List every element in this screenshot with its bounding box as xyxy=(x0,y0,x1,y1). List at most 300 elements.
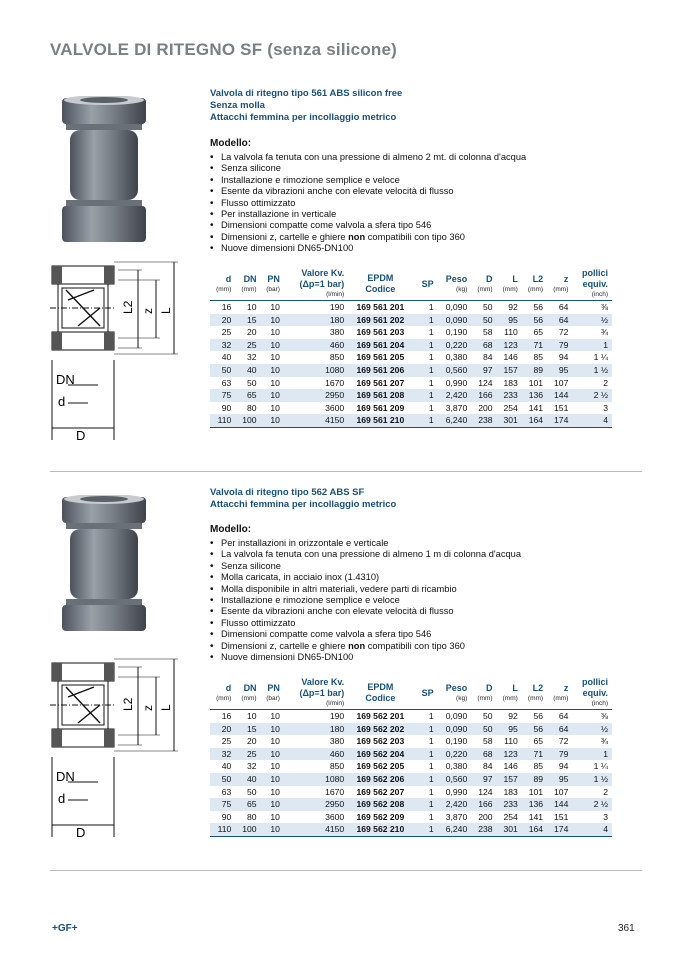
feature-item: • Esente da vibrazioni anche con elevate velocità di flusso xyxy=(210,186,526,197)
table-cell: 169 562 204 xyxy=(348,748,416,761)
table-cell: 68 xyxy=(471,748,496,761)
table-cell: 169 562 207 xyxy=(356,786,405,797)
table-cell: 238 xyxy=(471,823,496,836)
section-heading: Valvola di ritegno tipo 562 ABS SF Attacchi femmina per incollaggio metrico xyxy=(210,487,397,510)
table-cell: 2 ½ xyxy=(572,798,612,811)
table-row xyxy=(210,798,612,811)
feature-item: • Dimensioni z, cartelle e ghiere non compatibili con tipo 360 xyxy=(210,641,521,652)
table-cell: 0,220 xyxy=(438,748,472,761)
table-cell: 58 xyxy=(482,736,493,747)
table-cell: 0,990 xyxy=(445,786,468,797)
table-cell: 1 ¼ xyxy=(593,761,608,772)
table-cell: 169 561 210 xyxy=(348,414,416,427)
table-cell: 32 xyxy=(247,761,257,772)
feature-item: • Per installazioni in orizzontale e verticale xyxy=(210,538,521,549)
table-cell: 50 xyxy=(471,723,496,736)
table-cell: 63 xyxy=(221,377,232,388)
table-cell: 4 xyxy=(572,823,612,836)
table-cell: 169 561 206 xyxy=(348,364,416,377)
table-cell: 301 xyxy=(497,414,522,427)
table-cell: 79 xyxy=(547,748,572,761)
table-cell: 460 xyxy=(284,339,348,352)
dim-label-d: d xyxy=(58,394,66,409)
col-d: d (mm) xyxy=(216,682,232,702)
table-row xyxy=(210,823,612,836)
table-cell: 50 xyxy=(210,364,235,377)
table-cell: 1 xyxy=(428,377,434,388)
table-cell: 850 xyxy=(329,761,345,772)
table-cell: 80 xyxy=(247,811,257,822)
table-cell: 50 xyxy=(247,377,257,388)
col-sp: SP xyxy=(421,687,434,698)
table-row xyxy=(210,351,612,364)
table-cell: 25 xyxy=(221,327,232,338)
table-cell: 101 xyxy=(528,786,544,797)
table-cell: 166 xyxy=(471,798,496,811)
table-cell: 20 xyxy=(247,736,257,747)
table-row xyxy=(210,377,612,390)
table-cell: 183 xyxy=(503,786,518,797)
table-cell: 2950 xyxy=(284,798,348,811)
table-cell: 85 xyxy=(533,761,544,772)
table-cell: 6,240 xyxy=(438,414,472,427)
col-peso: Peso (kg) xyxy=(445,273,468,293)
table-cell: 10 xyxy=(270,402,280,413)
table-cell: 71 xyxy=(522,339,547,352)
table-cell: 174 xyxy=(547,414,572,427)
table-cell: 1 xyxy=(417,773,438,786)
table-cell: 183 xyxy=(503,377,518,388)
table-cell: 110 xyxy=(210,823,235,836)
table-cell: 1670 xyxy=(325,786,345,797)
section-divider xyxy=(50,870,642,871)
page-title: VALVOLE DI RITEGNO SF (senza silicone) xyxy=(50,40,398,59)
col-d: d (mm) xyxy=(216,273,232,293)
table-row xyxy=(210,402,612,415)
table-cell: ⅜ xyxy=(572,301,612,314)
feature-item: • Installazione e rimozione semplice e veloce xyxy=(210,595,521,606)
table-cell: 72 xyxy=(558,327,569,338)
table-cell: 90 xyxy=(221,402,232,413)
table-cell: 0,380 xyxy=(445,352,468,363)
table-row xyxy=(210,314,612,327)
table-cell: 50 xyxy=(471,301,496,314)
page-number: 361 xyxy=(618,923,635,934)
table-cell: 1 xyxy=(428,327,434,338)
table-cell: 1670 xyxy=(325,377,345,388)
table-cell: 110 xyxy=(504,736,518,747)
table-cell: 94 xyxy=(558,352,569,363)
table-cell: 10 xyxy=(270,786,280,797)
table-cell: 10 xyxy=(270,761,280,772)
table-cell: 1 xyxy=(417,339,438,352)
table-cell: 146 xyxy=(503,761,518,772)
col-D: D (mm) xyxy=(477,682,493,702)
table-cell: 124 xyxy=(478,377,493,388)
table-cell: 20 xyxy=(210,723,235,736)
table-cell: 1 xyxy=(417,364,438,377)
table-cell: 100 xyxy=(235,414,260,427)
table-cell: 190 xyxy=(284,301,348,314)
table-cell: 169 561 208 xyxy=(348,389,416,402)
table-cell: 0,380 xyxy=(445,761,468,772)
feature-item: • Senza silicone xyxy=(210,561,521,572)
table-cell: 3 xyxy=(603,811,608,822)
table-cell: 65 xyxy=(533,736,544,747)
table-cell: 40 xyxy=(221,352,232,363)
table-cell: 136 xyxy=(522,798,547,811)
table-cell: 164 xyxy=(522,414,547,427)
table-cell: 141 xyxy=(528,811,544,822)
table-cell: 10 xyxy=(261,364,284,377)
table-cell: 56 xyxy=(522,301,547,314)
table-cell: 460 xyxy=(284,748,348,761)
table-cell: 169 562 203 xyxy=(356,736,405,747)
table-cell: 64 xyxy=(547,723,572,736)
feature-item: • Nuove dimensioni DN65-DN100 xyxy=(210,243,526,254)
table-cell: 380 xyxy=(329,736,345,747)
table-cell: 10 xyxy=(270,352,280,363)
table-cell: 4150 xyxy=(284,414,348,427)
table-cell: 144 xyxy=(547,798,572,811)
table-cell: 40 xyxy=(235,364,260,377)
table-cell: 79 xyxy=(547,339,572,352)
table-cell: 3,870 xyxy=(445,402,468,413)
table-cell: 190 xyxy=(284,710,348,723)
table-row xyxy=(210,786,612,799)
col-pollici: pollici equiv. (inch) xyxy=(581,677,608,707)
table-cell: 10 xyxy=(270,736,280,747)
feature-item: • Flusso ottimizzato xyxy=(210,618,521,629)
table-cell: 6,240 xyxy=(438,823,472,836)
table-cell: 63 xyxy=(221,786,232,797)
feature-item: • Senza silicone xyxy=(210,163,526,174)
feature-item: • Dimensioni compatte come valvola a sfera tipo 546 xyxy=(210,629,521,640)
col-L2: L2 (mm) xyxy=(527,273,544,293)
dim-label-l2: L2 xyxy=(121,697,135,711)
col-epdm: EPDM Codice xyxy=(365,682,396,703)
table-cell: 3600 xyxy=(325,811,345,822)
table-cell: 0,560 xyxy=(438,773,472,786)
model-title: Modello: xyxy=(210,524,252,535)
valve-dimension-drawing xyxy=(48,657,188,847)
table-cell: 101 xyxy=(528,377,544,388)
table-cell: 2950 xyxy=(284,389,348,402)
table-cell: 0,090 xyxy=(438,301,472,314)
table-cell: 16 xyxy=(210,301,235,314)
table-cell: 4 xyxy=(572,414,612,427)
table-cell: 1 xyxy=(428,811,434,822)
dim-label-l: L xyxy=(159,704,173,711)
feature-item: • Dimensioni compatte come valvola a sfera tipo 546 xyxy=(210,220,526,231)
table-cell: 169 561 201 xyxy=(348,301,416,314)
col-z: z (mm) xyxy=(553,273,569,293)
table-cell: 169 561 207 xyxy=(356,377,405,388)
feature-item: • Molla caricata, in acciaio inox (1.4310) xyxy=(210,572,521,583)
table-cell: 0,190 xyxy=(445,736,468,747)
col-kv: Valore Kv. (Δp=1 bar) (l/min) xyxy=(299,268,345,298)
table-cell: 10 xyxy=(261,823,284,836)
col-epdm: EPDM Codice xyxy=(365,273,396,294)
table-cell: 124 xyxy=(478,786,493,797)
table-cell: 1 xyxy=(428,352,434,363)
table-cell: 0,090 xyxy=(438,314,472,327)
table-cell: 141 xyxy=(528,402,544,413)
table-cell: 80 xyxy=(247,402,257,413)
table-cell: 2 xyxy=(603,377,608,388)
table-row xyxy=(210,748,612,761)
table-cell: 238 xyxy=(471,414,496,427)
table-cell: 65 xyxy=(235,798,260,811)
table-row xyxy=(210,811,612,824)
dim-label-dn: DN xyxy=(56,769,75,784)
col-dn: DN (mm) xyxy=(241,273,257,293)
table-cell: 1 xyxy=(417,389,438,402)
table-cell: 68 xyxy=(471,339,496,352)
table-cell: ½ xyxy=(572,314,612,327)
table-cell: 32 xyxy=(210,748,235,761)
table-cell: 64 xyxy=(547,710,572,723)
table-row xyxy=(210,301,612,314)
table-cell: 92 xyxy=(497,301,522,314)
table-cell: 1 xyxy=(417,823,438,836)
table-cell: 25 xyxy=(235,339,260,352)
table-cell: 0,190 xyxy=(445,327,468,338)
table-cell: 169 562 205 xyxy=(356,761,405,772)
model-title: Modello: xyxy=(210,138,252,149)
table-cell: 50 xyxy=(471,314,496,327)
feature-list xyxy=(210,152,526,255)
table-cell: 1080 xyxy=(284,773,348,786)
table-cell: 64 xyxy=(547,314,572,327)
table-cell: 1 xyxy=(428,736,434,747)
table-cell: 10 xyxy=(270,811,280,822)
table-cell: 169 561 209 xyxy=(356,402,405,413)
table-cell: 50 xyxy=(210,773,235,786)
table-cell: 84 xyxy=(482,761,493,772)
table-cell: ⅜ xyxy=(572,710,612,723)
table-cell: 4150 xyxy=(284,823,348,836)
col-kv: Valore Kv. (Δp=1 bar) (l/min) xyxy=(299,677,345,707)
table-cell: 3 xyxy=(603,402,608,413)
table-cell: 107 xyxy=(554,377,569,388)
table-cell: 10 xyxy=(261,748,284,761)
table-cell: 97 xyxy=(471,773,496,786)
table-cell: 2 ½ xyxy=(572,389,612,402)
table-cell: 92 xyxy=(497,710,522,723)
dim-label-D: D xyxy=(76,428,86,443)
table-cell: 1 xyxy=(417,314,438,327)
table-cell: 56 xyxy=(522,710,547,723)
table-cell: 380 xyxy=(329,327,345,338)
table-row xyxy=(210,414,612,427)
table-cell: 110 xyxy=(210,414,235,427)
table-cell: 90 xyxy=(221,811,232,822)
dim-label-z: z xyxy=(141,705,155,711)
table-cell: 65 xyxy=(235,389,260,402)
table-cell: 2 xyxy=(603,786,608,797)
col-dn: DN (mm) xyxy=(241,682,257,702)
table-cell: 2,420 xyxy=(438,798,472,811)
table-cell: 10 xyxy=(261,710,284,723)
table-cell: 10 xyxy=(261,301,284,314)
table-cell: 40 xyxy=(221,761,232,772)
table-cell: 254 xyxy=(503,402,518,413)
table-cell: 89 xyxy=(522,773,547,786)
table-cell: 71 xyxy=(522,748,547,761)
table-cell: 50 xyxy=(247,786,257,797)
table-cell: 157 xyxy=(497,364,522,377)
col-pn: PN (bar) xyxy=(266,273,280,293)
table-cell: 56 xyxy=(522,314,547,327)
table-cell: 10 xyxy=(261,723,284,736)
table-cell: 169 562 210 xyxy=(348,823,416,836)
table-cell: 151 xyxy=(554,402,569,413)
table-cell: 72 xyxy=(558,736,569,747)
table-cell: 1 xyxy=(428,402,434,413)
table-cell: 50 xyxy=(471,710,496,723)
table-cell: 58 xyxy=(482,327,493,338)
table-cell: 169 562 206 xyxy=(348,773,416,786)
table-header-row xyxy=(210,677,612,710)
table-cell: 10 xyxy=(261,314,284,327)
table-cell: 10 xyxy=(235,710,260,723)
valve-photo xyxy=(58,495,150,645)
table-cell: 0,560 xyxy=(438,364,472,377)
feature-item: • Per installazione in verticale xyxy=(210,209,526,220)
table-cell: 0,090 xyxy=(438,710,472,723)
table-cell: 95 xyxy=(547,364,572,377)
table-cell: 157 xyxy=(497,773,522,786)
table-cell: 254 xyxy=(503,811,518,822)
table-cell: 75 xyxy=(210,389,235,402)
table-cell: 1 xyxy=(417,723,438,736)
table-cell: 95 xyxy=(497,314,522,327)
col-L2: L2 (mm) xyxy=(527,682,544,702)
table-cell: 1 xyxy=(572,339,612,352)
table-cell: 169 562 209 xyxy=(356,811,405,822)
table-cell: 85 xyxy=(533,352,544,363)
table-cell: 169 561 205 xyxy=(356,352,405,363)
valve-photo xyxy=(58,96,150,246)
col-L: L (mm) xyxy=(502,682,518,702)
spec-table xyxy=(210,268,612,428)
table-cell: 32 xyxy=(210,339,235,352)
table-cell: 174 xyxy=(547,823,572,836)
table-cell: 151 xyxy=(554,811,569,822)
table-cell: 0,990 xyxy=(445,377,468,388)
table-cell: 1 ¼ xyxy=(593,352,608,363)
table-cell: ¾ xyxy=(600,327,608,338)
table-row xyxy=(210,735,612,748)
table-cell: 166 xyxy=(471,389,496,402)
table-cell: 136 xyxy=(522,389,547,402)
dim-label-d: d xyxy=(58,791,66,806)
table-cell: 123 xyxy=(497,339,522,352)
table-cell: 123 xyxy=(497,748,522,761)
feature-item: • La valvola fa tenuta con una pressione di almeno 2 mt. di colonna d'acqua xyxy=(210,152,526,163)
table-row xyxy=(210,339,612,352)
feature-list xyxy=(210,538,521,663)
col-sp: SP xyxy=(421,278,434,289)
table-cell: 200 xyxy=(478,811,493,822)
feature-item: • Molla disponibile in altri materiali, vedere parti di ricambio xyxy=(210,584,521,595)
table-cell: 1 xyxy=(417,798,438,811)
table-cell: 16 xyxy=(210,710,235,723)
valve-dimension-drawing xyxy=(48,260,188,450)
table-row xyxy=(210,760,612,773)
feature-item: • Nuove dimensioni DN65-DN100 xyxy=(210,652,521,663)
table-header-row xyxy=(210,268,612,301)
table-cell: 94 xyxy=(558,761,569,772)
table-cell: 169 562 201 xyxy=(348,710,416,723)
dim-label-dn: DN xyxy=(56,372,75,387)
table-cell: 110 xyxy=(504,327,518,338)
table-body xyxy=(210,710,612,837)
table-cell: ½ xyxy=(572,723,612,736)
table-cell: 233 xyxy=(497,798,522,811)
dim-label-z: z xyxy=(141,308,155,314)
col-z: z (mm) xyxy=(553,682,569,702)
table-cell: 169 561 204 xyxy=(348,339,416,352)
feature-item: • Esente da vibrazioni anche con elevate velocità di flusso xyxy=(210,606,521,617)
table-cell: 1080 xyxy=(284,364,348,377)
table-cell: 3600 xyxy=(325,402,345,413)
table-cell: 1 xyxy=(572,748,612,761)
table-cell: 1 xyxy=(428,761,434,772)
table-cell: 1 ½ xyxy=(572,773,612,786)
table-cell: 97 xyxy=(471,364,496,377)
col-pollici: pollici equiv. (inch) xyxy=(581,268,608,298)
table-cell: 32 xyxy=(247,352,257,363)
table-cell: 10 xyxy=(261,773,284,786)
table-cell: 850 xyxy=(329,352,345,363)
table-cell: 15 xyxy=(235,723,260,736)
gf-logo: +GF+ xyxy=(52,923,78,934)
table-cell: ¾ xyxy=(600,736,608,747)
table-row xyxy=(210,773,612,786)
table-cell: 89 xyxy=(522,364,547,377)
table-cell: 1 xyxy=(428,786,434,797)
section-heading: Valvola di ritegno tipo 561 ABS silicon free Senza molla Attacchi femmina per incollaggio metrico xyxy=(210,88,403,123)
table-cell: 25 xyxy=(221,736,232,747)
table-cell: 10 xyxy=(270,377,280,388)
table-cell: 146 xyxy=(503,352,518,363)
table-cell: 233 xyxy=(497,389,522,402)
table-cell: 3,870 xyxy=(445,811,468,822)
table-row xyxy=(210,710,612,723)
table-cell: 1 xyxy=(417,748,438,761)
table-cell: 180 xyxy=(284,723,348,736)
feature-item: • Dimensioni z, cartelle e ghiere non compatibili con tipo 360 xyxy=(210,232,526,243)
table-cell: 164 xyxy=(522,823,547,836)
table-cell: 10 xyxy=(270,327,280,338)
col-pn: PN (bar) xyxy=(266,682,280,702)
table-row xyxy=(210,723,612,736)
table-cell: 84 xyxy=(482,352,493,363)
table-cell: 100 xyxy=(235,823,260,836)
table-cell: 1 xyxy=(417,414,438,427)
table-cell: 107 xyxy=(554,786,569,797)
section-divider xyxy=(50,471,642,472)
table-cell: 1 ½ xyxy=(572,364,612,377)
table-cell: 10 xyxy=(261,414,284,427)
table-cell: 2,420 xyxy=(438,389,472,402)
table-cell: 169 561 202 xyxy=(348,314,416,327)
table-cell: 0,220 xyxy=(438,339,472,352)
table-cell: 144 xyxy=(547,389,572,402)
table-cell: 95 xyxy=(547,773,572,786)
